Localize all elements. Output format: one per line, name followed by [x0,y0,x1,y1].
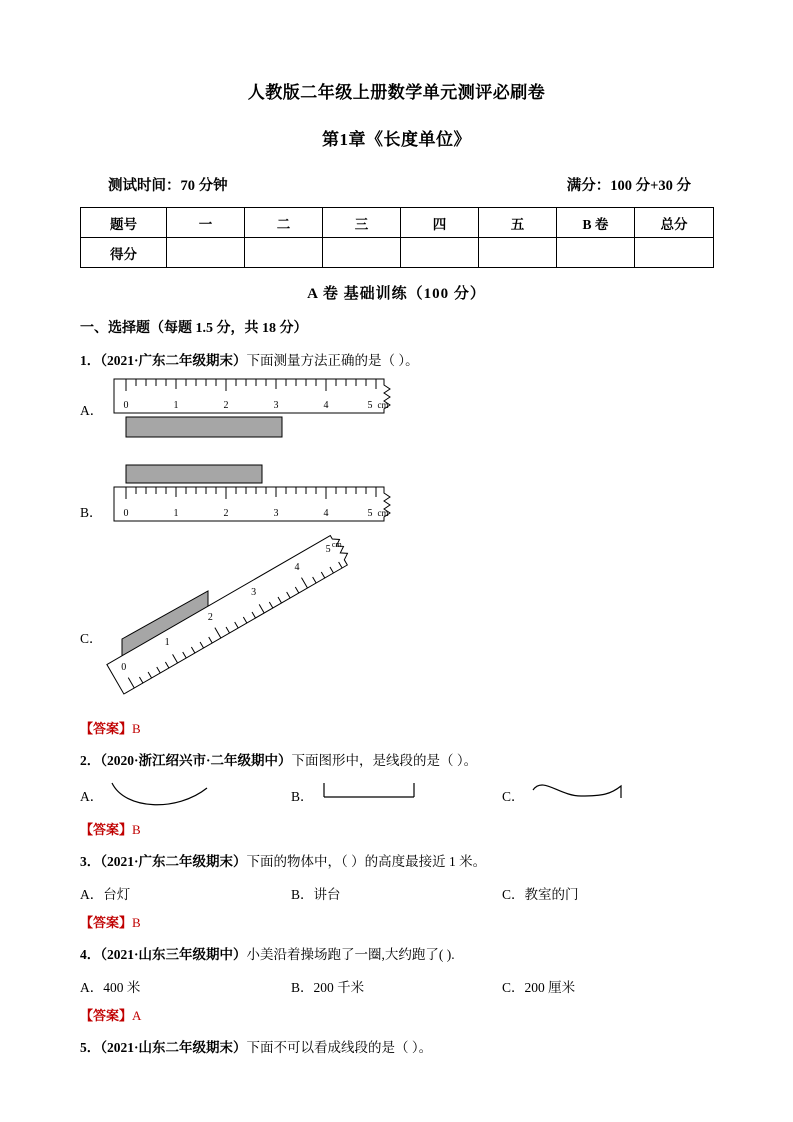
answer-3 [80,912,713,931]
answer-label: 【答案】 [80,914,133,930]
ruler-figure-a [112,377,402,443]
question-number: 5． [80,1040,101,1055]
svg-text:1: 1 [173,400,179,412]
svg-text:cm: cm [377,508,389,519]
segment-shape-icon [318,780,428,810]
wave-shape-icon [529,780,639,810]
option-label-a: A． [80,403,104,419]
svg-text:0: 0 [121,662,127,674]
question-3 [80,852,713,872]
question-text: 下面不可以看成线段的是（ ）。 [246,1040,433,1055]
option-label-a: A． [80,788,104,804]
svg-text:3: 3 [251,587,257,599]
question-source: （2020·浙江绍兴市·二年级期中） [100,753,292,769]
answer-value: A [132,1008,142,1023]
page-title: 人教版二年级上册数学单元测评必刷卷 [247,83,546,102]
question-2 [80,751,713,771]
table-cell [401,238,479,268]
answer-label: 【答案】 [80,1008,133,1023]
option-label-b: B． [80,505,103,521]
svg-text:5: 5 [325,544,331,556]
question-1-option-b [80,463,713,541]
ruler-figure-b [112,463,402,533]
table-header-cell: 四 [401,208,479,238]
table-header-cell: 一 [167,208,245,238]
question-1-option-a [80,377,713,445]
question-1-option-c [80,540,713,709]
svg-text:5: 5 [367,400,373,412]
svg-text:0: 0 [123,400,129,412]
table-cell [479,238,557,268]
question-1 [80,351,713,371]
option-b: B．讲台 [291,886,341,902]
answer-4 [80,1005,713,1024]
question-source: （2021·广东二年级期末） [100,353,247,368]
question-text: 下面测量方法正确的是（ ）。 [246,353,419,368]
answer-1 [80,718,713,737]
table-row [81,238,714,268]
score-table [80,207,714,268]
option-a: A．400 米 [80,980,141,995]
question-4 [80,945,713,965]
svg-text:cm: cm [377,400,389,411]
exam-meta [80,174,713,195]
question-source: （2021·山东二年级期末） [100,1040,247,1055]
chapter-title: 第1章《长度单位》 [322,130,471,149]
option-c: C．教室的门 [502,886,579,902]
option-c [502,780,713,810]
test-time: 测试时间：70 分钟 [108,178,228,194]
curve-shape-icon [107,780,217,810]
svg-text:1: 1 [173,508,179,520]
svg-text:0: 0 [123,508,129,520]
question-number: 3． [80,853,101,869]
option-label-c: C． [80,631,103,647]
table-header-cell: 题号 [81,208,167,238]
table-header-cell: 三 [323,208,401,238]
svg-text:5: 5 [367,508,373,520]
svg-text:1: 1 [164,637,170,649]
svg-text:3: 3 [273,400,279,412]
question-3-options [80,883,713,903]
svg-text:4: 4 [323,400,329,412]
option-a [80,780,291,810]
svg-text:3: 3 [273,508,279,520]
question-source: （2021·广东二年级期末） [100,853,247,869]
answer-value: B [132,914,141,930]
option-c: C．200 厘米 [502,980,576,995]
table-cell [557,238,635,268]
table-cell [635,238,714,268]
option-a: A．台灯 [80,886,131,902]
question-number: 2． [80,753,101,769]
question-number: 4． [80,946,101,962]
answer-label: 【答案】 [80,821,133,837]
question-5 [80,1038,713,1058]
table-row [81,208,714,238]
table-header-cell: 总分 [635,208,714,238]
svg-text:4: 4 [294,562,300,574]
answer-value: B [132,721,141,737]
question-2-options [80,780,713,810]
option-label-b: B． [291,788,314,804]
svg-text:cm: cm [331,540,342,550]
option-b: B．200 千米 [291,980,365,995]
table-header-cell: 二 [245,208,323,238]
part-one-title: 一、选择题（每题 1.5 分，共 18 分） [80,321,308,336]
question-text: 下面的物体中，（ ）的高度最接近 1 米。 [246,853,487,869]
table-row-label: 得分 [81,238,167,268]
svg-text:2: 2 [223,508,229,520]
table-cell [323,238,401,268]
question-text: 下面图形中，是线段的是（ ）。 [291,753,478,769]
answer-label: 【答案】 [80,721,133,737]
question-number: 1． [80,353,101,368]
svg-text:4: 4 [323,508,329,520]
svg-text:2: 2 [207,612,213,624]
table-cell [245,238,323,268]
document-content [80,0,713,1058]
question-source: （2021·山东三年级期中） [100,946,247,962]
question-4-options [80,976,713,996]
table-header-cell: B 卷 [557,208,635,238]
option-label-c: C． [502,788,525,804]
question-text: 小美沿着操场跑了一圈,大约跑了( ). [246,946,455,962]
table-header-cell: 五 [479,208,557,238]
answer-value: B [132,821,141,837]
svg-text:2: 2 [223,400,229,412]
section-a-title: A 卷 基础训练（100 分） [307,286,486,302]
ruler-figure-c [112,540,412,707]
answer-2 [80,819,713,838]
full-score: 满分：100 分+30 分 [566,178,691,194]
table-cell [167,238,245,268]
option-b [291,780,502,810]
